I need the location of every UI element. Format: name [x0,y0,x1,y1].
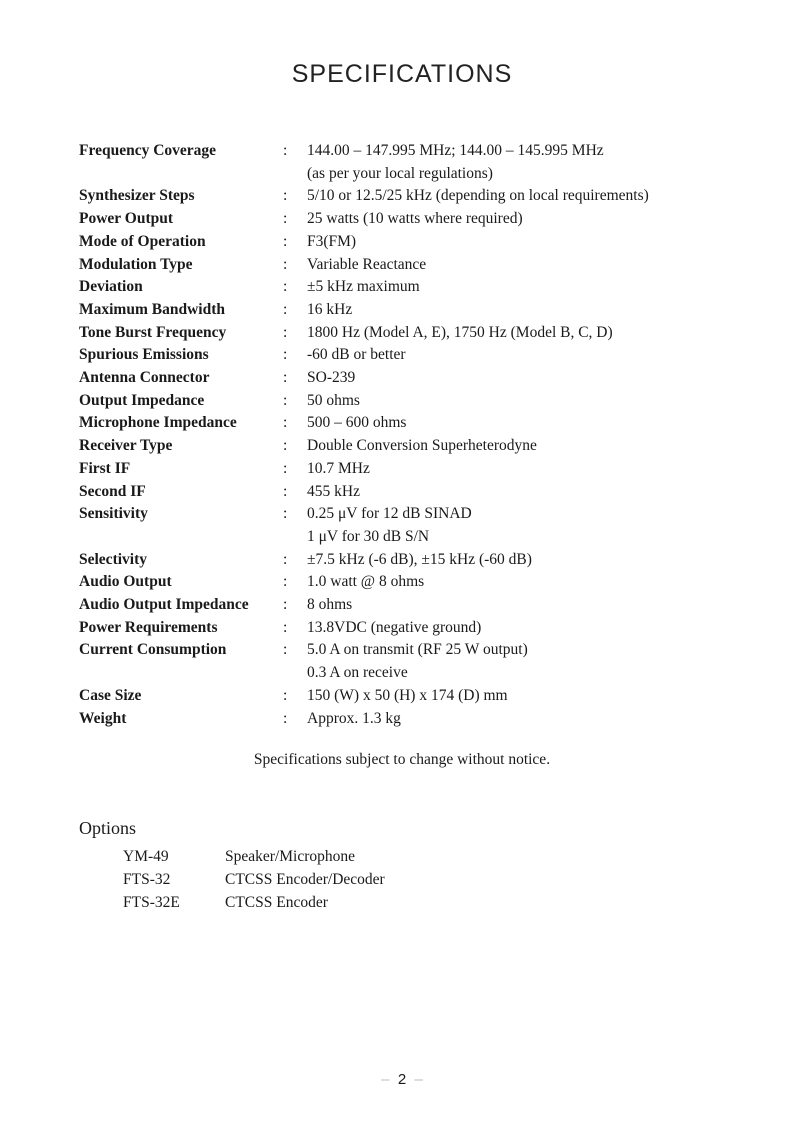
spec-values [307,276,769,299]
spec-value: Approx. 1.3 kg [307,709,401,727]
spec-values [307,708,769,731]
spec-row [79,231,769,254]
spec-values [307,367,769,390]
spec-label: Microphone Impedance [79,414,237,432]
option-item [123,845,385,868]
page-dash-right: – [414,1071,423,1088]
spec-label: Current Consumption [79,641,227,659]
spec-label: Power Output [79,210,174,228]
spec-separator: : [283,709,288,727]
option-code: YM-49 [123,848,169,865]
spec-separator: : [283,278,288,296]
spec-value: 500 – 600 ohms [307,414,407,432]
spec-value: 455 kHz [307,482,360,500]
spec-separator: : [283,323,288,341]
spec-row [79,185,769,208]
options-heading: Options [79,818,137,838]
option-code: FTS-32 [123,871,171,888]
spec-value: 0.3 A on receive [307,664,408,682]
spec-separator: : [283,414,288,432]
spec-values [307,412,769,435]
spec-values [307,481,769,504]
spec-separator: : [283,255,288,273]
specifications-table [79,140,769,730]
spec-separator: : [283,459,288,477]
spec-label: Second IF [79,482,146,500]
spec-values [307,231,769,254]
option-item [123,891,385,914]
spec-row [79,549,769,572]
spec-separator: : [283,505,288,523]
spec-separator: : [283,187,288,205]
spec-row [79,208,769,231]
spec-label: Modulation Type [79,255,193,273]
option-code: FTS-32E [123,894,180,911]
spec-separator: : [283,369,288,387]
spec-label: Frequency Coverage [79,142,217,159]
spec-label: Weight [79,709,127,727]
spec-row [79,254,769,277]
spec-separator: : [283,232,288,250]
spec-row [79,435,769,458]
spec-value: 1 μV for 30 dB S/N [307,527,430,545]
spec-value: 13.8VDC (negative ground) [307,618,482,636]
spec-separator: : [283,300,288,318]
spec-values [307,185,769,208]
option-item [123,868,385,891]
spec-values [307,458,769,481]
spec-label: Tone Burst Frequency [79,323,227,341]
spec-label: Output Impedance [79,391,205,409]
spec-row [79,299,769,322]
spec-separator: : [283,573,288,591]
spec-row [79,481,769,504]
spec-label: First IF [79,459,131,477]
option-description: Speaker/Microphone [225,848,355,865]
spec-values [307,617,769,640]
spec-row [79,503,769,548]
spec-separator: : [283,550,288,568]
spec-row [79,276,769,299]
page-number [0,1071,804,1088]
spec-separator: : [283,391,288,409]
spec-label: Audio Output Impedance [79,596,249,614]
disclaimer-note: Specifications subject to change without notice. [253,751,551,768]
spec-value: 5/10 or 12.5/25 kHz (depending on local requirements) [307,187,649,205]
spec-values [307,322,769,345]
spec-separator: : [283,210,288,228]
spec-label: Audio Output [79,573,172,591]
spec-value: 5.0 A on transmit (RF 25 W output) [307,641,528,659]
spec-value: 1.0 watt @ 8 ohms [307,573,425,591]
spec-value: F3(FM) [307,232,357,250]
spec-value: ±5 kHz maximum [307,278,420,296]
spec-value: 10.7 MHz [307,459,370,477]
spec-values [307,435,769,458]
spec-value: -60 dB or better [307,346,406,364]
spec-row [79,367,769,390]
spec-values [307,549,769,572]
spec-values [307,685,769,708]
spec-value: Variable Reactance [307,255,427,273]
spec-values [307,299,769,322]
spec-separator: : [283,641,288,659]
spec-values [307,140,769,185]
spec-value: Double Conversion Superheterodyne [307,437,537,455]
options-list [123,845,385,914]
spec-label: Antenna Connector [79,369,210,387]
spec-separator: : [283,346,288,364]
spec-label: Sensitivity [79,505,148,523]
spec-label: Spurious Emissions [79,346,209,364]
spec-separator: : [283,482,288,500]
spec-label: Receiver Type [79,437,173,455]
page-dash-left: – [381,1071,390,1088]
option-description: CTCSS Encoder [225,894,328,911]
spec-row [79,390,769,413]
spec-value: 8 ohms [307,596,353,614]
spec-label: Deviation [79,278,143,296]
spec-row [79,140,769,185]
spec-label: Case Size [79,686,142,704]
spec-row [79,594,769,617]
spec-values [307,639,769,684]
spec-value: 50 ohms [307,391,360,409]
spec-values [307,208,769,231]
spec-separator: : [283,437,288,455]
spec-values [307,594,769,617]
page-number-value: 2 [397,1071,407,1088]
spec-value: 16 kHz [307,300,353,318]
spec-row [79,412,769,435]
spec-separator: : [283,142,288,159]
spec-values [307,503,769,548]
spec-value: 1800 Hz (Model A, E), 1750 Hz (Model B, C, D) [307,323,613,341]
spec-row [79,708,769,731]
spec-label: Selectivity [79,550,148,568]
spec-row [79,639,769,684]
spec-value: 144.00 – 147.995 MHz; 144.00 – 145.995 MHz [307,142,604,159]
spec-value: 25 watts (10 watts where required) [307,210,523,228]
spec-row [79,322,769,345]
spec-values [307,254,769,277]
spec-row [79,458,769,481]
page-title: SPECIFICATIONS [291,60,513,88]
spec-value: ±7.5 kHz (-6 dB), ±15 kHz (-60 dB) [307,550,532,568]
spec-separator: : [283,618,288,636]
spec-values [307,344,769,367]
spec-value: (as per your local regulations) [307,164,493,182]
spec-row [79,344,769,367]
spec-row [79,571,769,594]
spec-separator: : [283,596,288,614]
option-description: CTCSS Encoder/Decoder [225,871,385,888]
spec-value: 150 (W) x 50 (H) x 174 (D) mm [307,686,508,704]
spec-label: Mode of Operation [79,232,206,250]
spec-row [79,685,769,708]
spec-label: Power Requirements [79,618,218,636]
spec-label: Synthesizer Steps [79,187,195,205]
spec-values [307,390,769,413]
spec-separator: : [283,686,288,704]
spec-value: SO-239 [307,369,356,387]
spec-row [79,617,769,640]
spec-label: Maximum Bandwidth [79,300,225,318]
spec-value: 0.25 μV for 12 dB SINAD [307,505,472,523]
spec-values [307,571,769,594]
